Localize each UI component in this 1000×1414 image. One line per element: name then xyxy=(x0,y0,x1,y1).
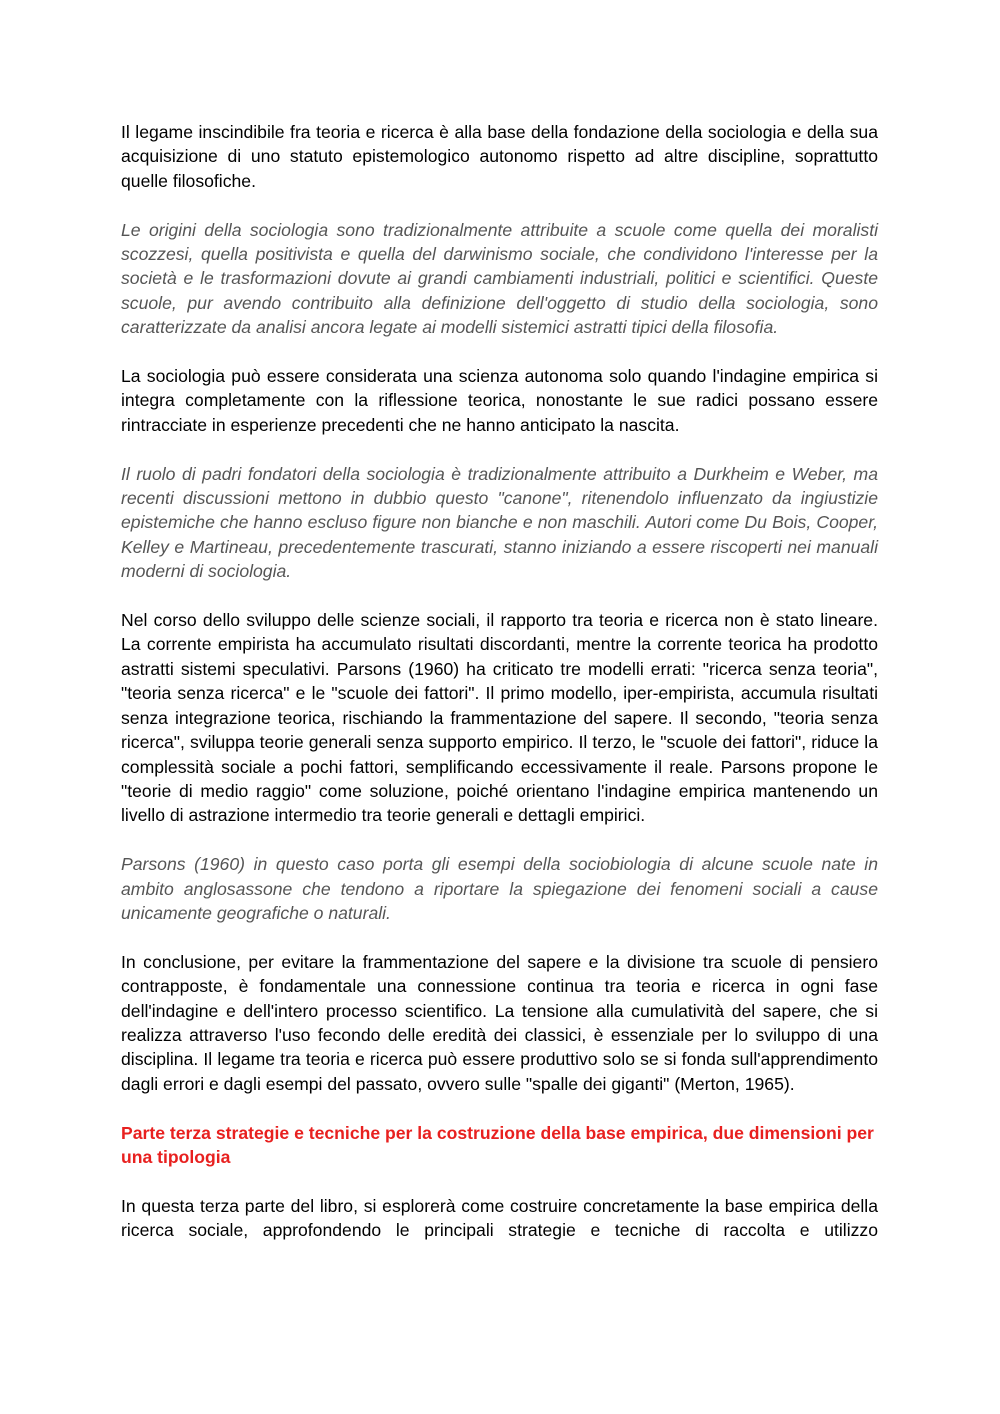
document-page xyxy=(121,120,878,1267)
section-heading-part-three: Parte terza strategie e tecniche per la costruzione della base empirica, due dimensioni per una tipologia xyxy=(121,1122,874,1167)
paragraph-part-three-intro: In questa terza parte del libro, si esplorerà come costruire concretamente la base empirica della ricerca sociale, approfondendo le principali strategie e tecniche di raccolta e utilizzo xyxy=(121,1195,878,1241)
paragraph-autonomous-science: La sociologia può essere considerata una scienza autonoma solo quando l'indagine empirica si integra completamente con la riflessione teorica, nonostante le sue radici possano essere rintracciate in esperienze precedenti che ne hanno anticipato la nascita. xyxy=(121,366,878,435)
paragraph-parsons-models: Nel corso dello sviluppo delle scienze sociali, il rapporto tra teoria e ricerca non è stato lineare. La corrente empirista ha accumulato risultati discordanti, mentre la corrente teorica ha prodotto astratti sistemi speculativi. Parsons (1960) ha criticato tre modelli errati: "ricerca senza teoria", "teoria senza ricerca" e le "scuole dei fattori". Il primo modello, iper-empirista, accumula risultati senza integrazione teorica, rischiando la frammentazione del sapere. Il secondo, "teoria senza ricerca", sviluppa teorie generali senza supporto empirico. Il terzo, le "scuole dei fattori", riduce la complessità sociale a pochi fattori, semplificando eccessivamente il reale. Parsons propone le "teorie di medio raggio" come soluzione, poiché orientano l'indagine empirica mantenendo un livello di astrazione intermedio tra teorie generali e dettagli empirici. xyxy=(121,610,878,826)
paragraph-theory-research-link: Il legame inscindibile fra teoria e ricerca è alla base della fondazione della sociologia e della sua acquisizione di uno statuto epistemologico autonomo rispetto ad altre discipline, soprattutto quelle filosofiche. xyxy=(121,122,878,191)
paragraph-founding-fathers: Il ruolo di padri fondatori della sociologia è tradizionalmente attribuito a Durkheim e Weber, ma recenti discussioni mettono in dubbio questo "canone", ritenendolo influenzato da ingiustizie epistemiche che hanno escluso figure non bianche e non maschili. Autori come Du Bois, Cooper, Kelley e Martineau, precedentemente trascurati, stanno iniziando a essere riscoperti nei manuali moderni di sociologia. xyxy=(121,463,878,582)
paragraph-origins-sociology: Le origini della sociologia sono tradizionalmente attribuite a scuole come quella dei moralisti scozzesi, quella positivista e quella del darwinismo sociale, che condividono l'interesse per la società e le trasformazioni dovute ai grandi cambiamenti industriali, politici e scientifici. Queste scuole, pur avendo contribuito alla definizione dell'oggetto di studio della sociologia, sono caratterizzate da analisi ancora legate ai modelli sistemici astratti tipici della filosofia. xyxy=(121,219,878,338)
paragraph-sociobiology-examples: Parsons (1960) in questo caso porta gli esempi della sociobiologia di alcune scuole nate in ambito anglosassone che tendono a riportare la spiegazione dei fenomeni sociali a cause unicamente geografiche o naturali. xyxy=(121,854,878,923)
paragraph-conclusion: In conclusione, per evitare la frammentazione del sapere e la divisione tra scuole di pensiero contrapposte, è fondamentale una connessione continua tra teoria e ricerca in ogni fase dell'indagine e dell'intero processo scientifico. La tensione alla cumulatività del sapere, che si realizza attraverso l'uso fecondo delle eredità dei classici, è essenziale per lo sviluppo di una disciplina. Il legame tra teoria e ricerca può essere produttivo solo se si fonda sull'apprendimento dagli errori e dagli esempi del passato, ovvero sulle "spalle dei giganti" (Merton, 1965). xyxy=(121,951,878,1094)
